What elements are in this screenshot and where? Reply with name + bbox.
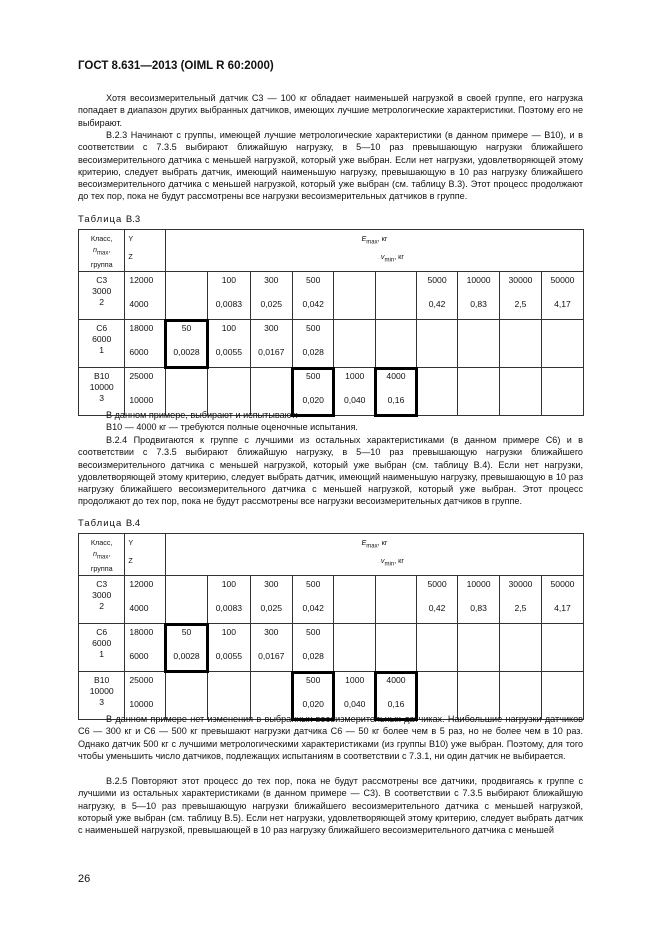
paragraph-b24: В.2.4 Продвигаются к группе с лучшими из остальных характеристиками (в данном примере С6) и в соответствии с 7.3.5 выбирают ближайшую нагрузку, в 5—10 раз превышающую нагрузки ближайшего весоизмерительного датчика с меньшей нагрузкой, который уже выбран (см. таблицу В.4). Если нет нагрузки, удовлетворяющей этому критерию, следует выбрать датчик, имеющий наименьшую нагрузку, превышающую в 10 раз нагрузку ближайшего весоизмерительного датчика с меньшей нагрузкой, который уже выбран. Этот процесс продолжают до тех пор, пока не будут рассмотрены все нагрузки весоизмерительных датчиков в группе.	[78, 435, 583, 507]
z-value: 10000	[129, 395, 154, 405]
load-cell	[334, 576, 376, 624]
vmin-value: 0,16	[387, 395, 405, 405]
emax-value	[500, 368, 541, 395]
z-value: 6000	[129, 347, 149, 357]
z-value: 4000	[129, 299, 149, 309]
vmin-value: 4,17	[554, 299, 571, 309]
vmin-value: 4,17	[554, 603, 571, 613]
emax-value	[208, 368, 249, 395]
emax-value: 10000	[466, 579, 491, 589]
load-cell	[417, 272, 458, 320]
z-value: 4000	[129, 603, 149, 613]
group-class-line: В10	[94, 675, 110, 685]
emax-value	[542, 320, 583, 347]
emax-value	[417, 624, 457, 651]
page-number: 26	[78, 873, 91, 885]
emax-value	[458, 672, 499, 699]
emax-value: 4000	[386, 675, 406, 685]
vmin-value: 0,0083	[215, 603, 243, 613]
emax-value	[166, 672, 207, 699]
load-cell	[375, 320, 416, 368]
emax-value: 50	[181, 323, 192, 333]
emax-value	[334, 272, 375, 299]
group-class-line: 2	[99, 297, 105, 307]
vmin-value: 0,16	[387, 699, 405, 709]
table-b4	[78, 533, 584, 720]
group-class-line: 6000	[92, 638, 112, 648]
header-emax-vmin	[165, 534, 583, 576]
load-cell	[334, 368, 376, 416]
vmin-value: 0,025	[260, 299, 283, 309]
emax-value: 50000	[550, 579, 575, 589]
group-class-cell	[79, 576, 125, 624]
header-group-label: группа	[90, 260, 113, 270]
group-class-line: 3000	[92, 590, 112, 600]
load-cell	[458, 624, 500, 672]
header-y: Y	[128, 234, 134, 243]
emax-value: 100	[221, 275, 237, 285]
emax-value	[500, 672, 541, 699]
yz-cell	[125, 320, 166, 368]
emax-value	[376, 576, 416, 603]
y-value: 25000	[129, 371, 154, 381]
emax-value: 500	[306, 371, 321, 381]
table-header-row	[79, 534, 584, 576]
vmin-value: 0,020	[302, 395, 324, 405]
vmin-value: 0,040	[343, 699, 366, 709]
load-cell	[292, 272, 334, 320]
emax-value	[542, 672, 583, 699]
header-emax: $E_{max}$, кг	[361, 538, 388, 550]
group-class-line: 10000	[89, 382, 114, 392]
group-class-line: С3	[96, 275, 108, 285]
group-class-line: 2	[99, 601, 105, 611]
vmin-value: 0,0167	[258, 347, 285, 357]
emax-value: 50000	[550, 275, 575, 285]
z-value: 10000	[129, 699, 154, 709]
emax-value	[458, 320, 499, 347]
vmin-value: 0,0167	[258, 651, 285, 661]
load-cell	[541, 576, 583, 624]
vmin-value: 0,0055	[215, 651, 243, 661]
vmin-value: 0,0028	[173, 651, 200, 661]
emax-value	[334, 320, 375, 347]
header-yz	[125, 534, 166, 576]
load-cell	[375, 624, 416, 672]
emax-value: 50	[181, 627, 192, 637]
vmin-value: 0,0028	[173, 347, 200, 357]
load-cell	[458, 320, 500, 368]
header-yz	[125, 230, 166, 272]
load-cell	[458, 368, 500, 416]
group-class-line: В10	[94, 371, 110, 381]
table-header-row	[79, 230, 584, 272]
load-cell	[334, 320, 376, 368]
load-cell	[165, 624, 207, 672]
emax-value: 500	[306, 579, 321, 589]
load-cell	[541, 272, 583, 320]
group-class-line: 3	[99, 393, 105, 403]
paragraph-b23: В.2.3 Начинают с группы, имеющей лучшие метрологические характеристики (в данном примере — В10), и в соответствии с 7.3.5 выбирают ближайшую нагрузку, в 5—10 раз превышающую нагрузки ближайшего весоизмерительного датчика с меньшей нагрузкой, который уже выбран. Если нет нагрузки, удовлетворяющей этому критерию, следует выбрать датчик, имеющий наименьшую нагрузку, превышающую в 10 раз нагрузку ближайшего весоизмерительного датчика с меньшей нагрузкой, который уже выбран (см. таблицу В.3). Этот процесс продолжают до тех пор, пока не будут рассмотрены все нагрузки весоизмерительных датчиков в группе.	[78, 130, 583, 202]
table-b3	[78, 229, 584, 416]
load-cell	[458, 272, 500, 320]
group-class-line: 10000	[89, 686, 114, 696]
yz-cell	[125, 624, 166, 672]
vmin-value: 0,0083	[215, 299, 243, 309]
emax-value: 10000	[466, 275, 491, 285]
vmin-value: 0,42	[428, 603, 446, 613]
emax-value	[251, 672, 292, 699]
y-value: 25000	[129, 675, 154, 685]
header-emax: $E_{max}$, кг	[361, 234, 388, 246]
load-cell	[541, 624, 583, 672]
load-cell	[292, 368, 334, 416]
header-emax-vmin	[165, 230, 583, 272]
vmin-value: 0,040	[343, 395, 366, 405]
load-cell	[334, 272, 376, 320]
group-class-line: С6	[96, 323, 108, 333]
load-cell	[417, 320, 458, 368]
header-z: Z	[128, 252, 133, 261]
emax-value	[166, 368, 207, 395]
vmin-value: 0,042	[302, 603, 324, 613]
paragraph-b10: В10 — 4000 кг — требуются полные оценочные испытания.	[106, 422, 358, 432]
emax-value	[458, 624, 499, 651]
paragraph-example: В данном примере, выбирают и испытывают:	[106, 410, 298, 420]
load-cell	[500, 320, 542, 368]
group-class-cell	[79, 624, 125, 672]
emax-value	[376, 272, 416, 299]
group-class-line: 3000	[92, 286, 112, 296]
table-row	[79, 624, 584, 672]
table-b4-caption: Таблица В.4	[78, 518, 141, 529]
load-cell	[375, 272, 416, 320]
load-cell	[500, 624, 542, 672]
group-class-line: 1	[99, 649, 105, 659]
group-class-line: 6000	[92, 334, 112, 344]
vmin-value: 0,83	[470, 603, 487, 613]
vmin-value: 0,0055	[215, 347, 243, 357]
emax-value: 500	[306, 275, 321, 285]
emax-value: 300	[264, 323, 279, 333]
vmin-value: 0,42	[428, 299, 446, 309]
vmin-value: 0,83	[470, 299, 487, 309]
header-class-label: Класс,	[90, 538, 113, 547]
header-nmax: $n_{max}$,	[93, 549, 111, 561]
vmin-value: 0,028	[302, 651, 324, 661]
emax-value	[417, 368, 457, 395]
load-cell	[417, 624, 458, 672]
load-cell	[458, 576, 500, 624]
emax-value: 500	[306, 323, 321, 333]
load-cell	[417, 576, 458, 624]
table-row	[79, 320, 584, 368]
vmin-value: 0,020	[302, 699, 324, 709]
emax-value: 4000	[386, 371, 406, 381]
load-cell	[375, 576, 416, 624]
emax-value	[500, 320, 541, 347]
y-value: 18000	[129, 323, 154, 333]
emax-value: 100	[221, 323, 237, 333]
load-cell	[500, 368, 542, 416]
emax-value	[376, 624, 416, 651]
emax-value: 1000	[345, 675, 365, 685]
load-cell	[375, 368, 416, 416]
emax-value: 500	[306, 675, 321, 685]
table-b3-caption: Таблица В.3	[78, 214, 141, 225]
load-cell	[208, 624, 250, 672]
emax-value	[542, 368, 583, 395]
load-cell	[541, 320, 583, 368]
emax-value: 5000	[427, 579, 447, 589]
emax-value: 1000	[345, 371, 365, 381]
emax-value: 100	[221, 627, 237, 637]
load-cell	[208, 576, 250, 624]
paragraph-no-change: В данном примере нет изменения в выбранных весоизмерительных датчиках. Наибольшие нагрузки датчиков С6 — 300 кг и С6 — 500 кг превышают нагрузки датчика С6 — 50 кг более чем в 5 раз, но не более чем в 10 раз. Однако датчик 500 кг с лучшими метрологическими характеристиками (из группы В10) уже выбран. Поэтому, для того чтобы уменьшить число датчиков, подлежащих испытаниям в соответствии с 7.3.1, ни один датчик не выбирается.	[78, 714, 583, 761]
emax-value	[417, 320, 457, 347]
emax-value: 300	[264, 275, 279, 285]
load-cell	[541, 368, 583, 416]
vmin-value: 0,025	[260, 603, 283, 613]
header-vmin: $v_{min}$, кг	[380, 556, 404, 568]
vmin-value: 2,5	[514, 299, 527, 309]
load-cell	[250, 320, 292, 368]
emax-value	[166, 576, 207, 603]
emax-value	[417, 672, 457, 699]
y-value: 12000	[129, 579, 154, 589]
paragraph-1: Хотя весоизмерительный датчик С3 — 100 кг обладает наименьшей нагрузкой в своей группе, его нагрузка попадает в диапазон других выбранных датчиков, имеющих лучшие метрологические характеристики. Поэтому его не выбирают.	[78, 93, 583, 128]
yz-cell	[125, 272, 166, 320]
emax-value	[166, 272, 207, 299]
emax-value	[542, 624, 583, 651]
emax-value	[500, 624, 541, 651]
emax-value	[376, 320, 416, 347]
load-cell	[500, 272, 542, 320]
emax-value: 30000	[508, 275, 533, 285]
header-class	[79, 230, 125, 272]
load-cell	[165, 272, 207, 320]
y-value: 18000	[129, 627, 154, 637]
emax-value	[334, 624, 375, 651]
load-cell	[292, 320, 334, 368]
table-row	[79, 272, 584, 320]
header-z: Z	[128, 556, 133, 565]
header-y: Y	[128, 538, 134, 547]
load-cell	[417, 368, 458, 416]
load-cell	[292, 624, 334, 672]
load-cell	[165, 576, 207, 624]
document-header: ГОСТ 8.631—2013 (OIML R 60:2000)	[78, 60, 274, 72]
load-cell	[208, 320, 250, 368]
group-class-line: 1	[99, 345, 105, 355]
load-cell	[250, 576, 292, 624]
vmin-value: 0,028	[302, 347, 324, 357]
load-cell	[165, 320, 207, 368]
vmin-value: 2,5	[514, 603, 527, 613]
emax-value: 30000	[508, 579, 533, 589]
emax-value: 100	[221, 579, 237, 589]
table-row	[79, 576, 584, 624]
group-class-cell	[79, 320, 125, 368]
load-cell	[292, 576, 334, 624]
emax-value	[458, 368, 499, 395]
z-value: 6000	[129, 651, 149, 661]
group-class-line: 3	[99, 697, 105, 707]
header-class-label: Класс,	[90, 234, 113, 243]
header-group-label: группа	[90, 564, 113, 574]
emax-value: 500	[306, 627, 321, 637]
group-class-line: С6	[96, 627, 108, 637]
group-class-cell	[79, 272, 125, 320]
load-cell	[500, 576, 542, 624]
load-cell	[334, 624, 376, 672]
yz-cell	[125, 576, 166, 624]
vmin-value: 0,042	[302, 299, 324, 309]
emax-value: 300	[264, 627, 279, 637]
emax-value: 5000	[427, 275, 447, 285]
load-cell	[208, 272, 250, 320]
emax-value	[208, 672, 249, 699]
header-vmin: $v_{min}$, кг	[380, 252, 404, 264]
header-nmax: $n_{max}$,	[93, 245, 111, 257]
header-class	[79, 534, 125, 576]
paragraph-b25: В.2.5 Повторяют этот процесс до тех пор, пока не будут рассмотрены все датчики, продвигаясь к группе с лучшими из остальных характеристиками (в данном примере — С3). В соответствии с 7.3.5 выбирают ближайшую нагрузку, в 5—10 раз превышающую нагрузки ближайшего весоизмерительного датчика с меньшей нагрузкой, который уже выбран (см. таблицу В.5). Если нет нагрузки, удовлетворяющей этому критерию, следует выбрать датчик с наименьшей нагрузкой, превышающей в 10 раз нагрузку ближайшего весоизмерительного датчика с меньшей	[78, 776, 583, 836]
emax-value: 300	[264, 579, 279, 589]
group-class-line: С3	[96, 579, 108, 589]
y-value: 12000	[129, 275, 154, 285]
emax-value	[251, 368, 292, 395]
load-cell	[250, 624, 292, 672]
load-cell	[250, 272, 292, 320]
emax-value	[334, 576, 375, 603]
